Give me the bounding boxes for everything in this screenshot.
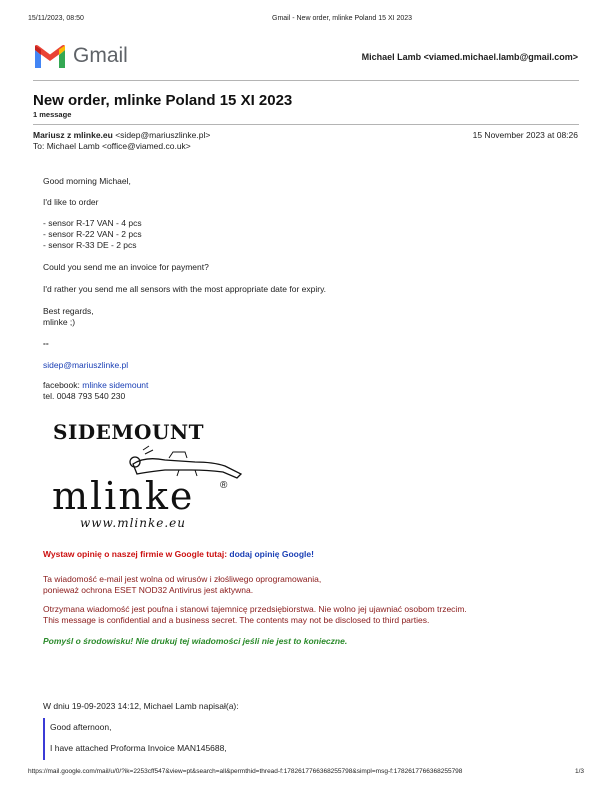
antivirus-notice-line: Ta wiadomość e-mail jest wolna od wirusów i złośliwego oprogramowania, bbox=[43, 574, 322, 584]
order-item: - sensor R-33 DE - 2 pcs bbox=[43, 240, 137, 250]
account-identity: Michael Lamb <viamed.michael.lamb@gmail.com> bbox=[361, 52, 578, 62]
logo-sidemount-text: SIDEMOUNT bbox=[53, 420, 205, 444]
print-page-title: Gmail - New order, mlinke Poland 15 XI 2023 bbox=[272, 15, 413, 22]
review-link[interactable]: dodaj opinię Google! bbox=[229, 549, 314, 559]
quote-bar bbox=[43, 718, 45, 760]
recipient-line: To: Michael Lamb <office@viamed.co.uk> bbox=[33, 141, 191, 151]
antivirus-notice-line: ponieważ ochrona ESET NOD32 Antivirus jest aktywna. bbox=[43, 585, 254, 595]
facebook-label: facebook: bbox=[43, 380, 80, 390]
message-date: 15 November 2023 at 08:26 bbox=[472, 130, 578, 140]
gmail-wordmark: Gmail bbox=[73, 44, 128, 67]
thread-subject: New order, mlinke Poland 15 XI 2023 bbox=[33, 92, 293, 109]
intro-text: I'd like to order bbox=[43, 197, 99, 207]
signature-email-link[interactable]: sidep@mariuszlinke.pl bbox=[43, 360, 129, 370]
confidentiality-notice-en: This message is confidential and a business secret. The contents may not be disclosed to third parties. bbox=[43, 615, 430, 625]
logo-url-text: www.mlinke.eu bbox=[80, 516, 187, 530]
sender-name: Mariusz z mlinke.eu bbox=[33, 130, 113, 140]
closing: Best regards, bbox=[43, 306, 94, 316]
invoice-request: Could you send me an invoice for payment? bbox=[43, 262, 209, 272]
review-prompt: Wystaw opinię o naszej firmie w Google tutaj: bbox=[43, 549, 228, 559]
phone-number: tel. 0048 793 540 230 bbox=[43, 391, 126, 401]
logo-mlinke-text: mlinke bbox=[52, 474, 195, 518]
subject-divider bbox=[33, 124, 579, 125]
expiry-note: I'd rather you send me all sensors with the most appropriate date for expiry. bbox=[43, 284, 327, 294]
message-count: 1 message bbox=[33, 110, 72, 119]
order-item: - sensor R-22 VAN - 2 pcs bbox=[43, 229, 142, 239]
quoted-greeting: Good afternoon, bbox=[50, 722, 112, 732]
quoted-invoice-line: I have attached Proforma Invoice MAN145688, bbox=[50, 743, 227, 753]
review-line bbox=[43, 549, 314, 560]
facebook-link[interactable]: mlinke sidemount bbox=[82, 380, 149, 390]
print-datetime: 15/11/2023, 08:50 bbox=[28, 15, 84, 22]
greeting: Good morning Michael, bbox=[43, 176, 131, 186]
confidentiality-notice-pl: Otrzymana wiadomość jest poufna i stanowi tajemnicę przedsiębiorstwa. Nie wolno jej ujawniać osobom trzecim. bbox=[43, 604, 467, 614]
order-item: - sensor R-17 VAN - 4 pcs bbox=[43, 218, 142, 228]
signature-name: mlinke ;) bbox=[43, 317, 76, 327]
print-page-number: 1/3 bbox=[574, 768, 584, 775]
sender-email: <sidep@mariuszlinke.pl> bbox=[115, 130, 211, 140]
print-footer-url: https://mail.google.com/mail/u/0/?ik=2253cff547&view=pt&search=all&permthid=thread-f:1782617766368255798&simpl=msg-f:1782617766368255798 bbox=[28, 768, 463, 775]
logo-registered-mark: ® bbox=[220, 480, 228, 491]
facebook-line bbox=[43, 380, 148, 391]
signature-separator: -- bbox=[43, 338, 49, 348]
sender-line bbox=[33, 130, 210, 140]
eco-notice: Pomyśl o środowisku! Nie drukuj tej wiadomości jeśli nie jest to konieczne. bbox=[43, 636, 348, 646]
mlinke-logo bbox=[50, 418, 250, 536]
quote-header: W dniu 19-09-2023 14:12, Michael Lamb napisał(a): bbox=[43, 701, 239, 711]
gmail-logo-icon bbox=[33, 44, 67, 70]
header-divider bbox=[33, 80, 579, 81]
